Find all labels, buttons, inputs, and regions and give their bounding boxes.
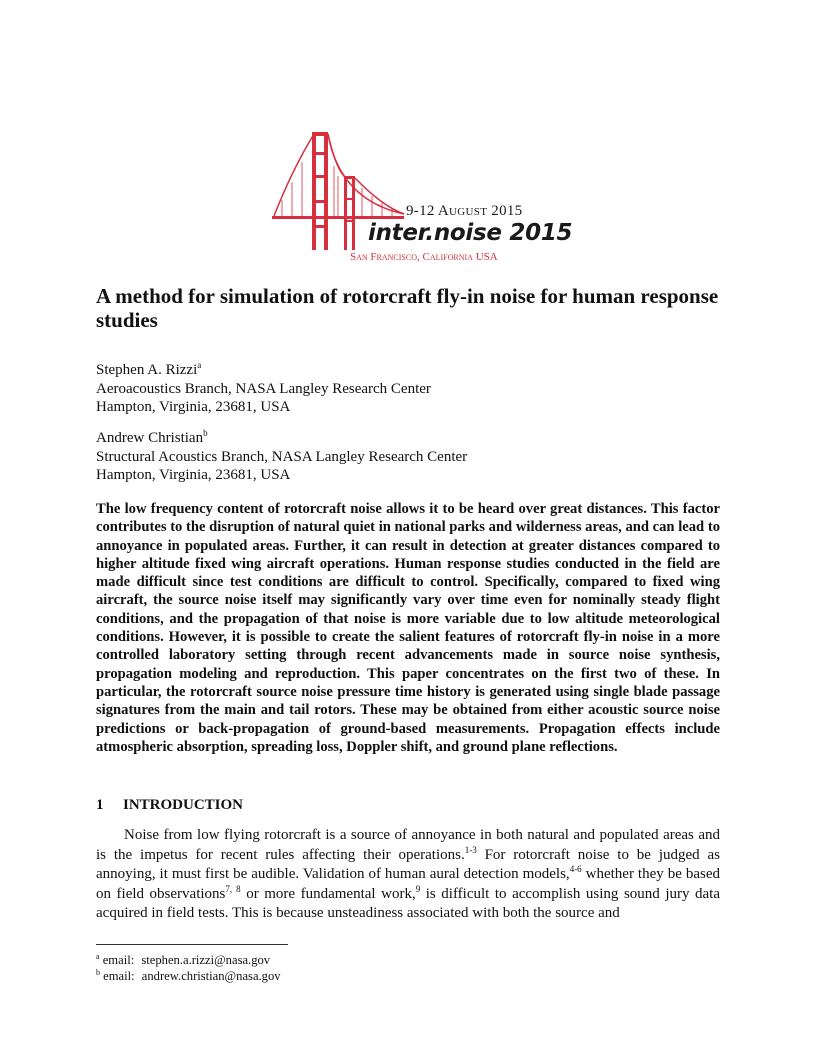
paper-title: A method for simulation of rotorcraft fly-in noise for human response studies [96,284,719,332]
author-name: Andrew Christian [96,430,204,446]
author-affiliation: Structural Acoustics Branch, NASA Langley Research Center [96,448,468,465]
citation-ref: 1-3 [464,844,477,855]
conference-logo [272,130,573,270]
intro-paragraph [96,826,720,924]
footnote-divider [96,944,288,945]
logo-name: inter.noise 2015 [368,220,573,246]
footnote-mark: b [96,967,100,977]
intro-text: For rotorcraft noise to be judged as annoying, it must first be audible. Validation of human aural detection models, [96,846,720,883]
footnote-mark: a [96,951,100,961]
intro-text: or more fundamental work, [240,885,416,902]
author-footnote-mark: a [197,360,202,370]
section-title: INTRODUCTION [123,797,244,813]
author-name: Stephen A. Rizzi [96,362,198,378]
section-number: 1 [96,797,104,813]
author-address: Hampton, Virginia, 23681, USA [96,467,291,483]
footnote-email[interactable]: andrew.christian@nasa.gov [141,969,281,983]
citation-ref: 4-6 [569,864,582,875]
logo-date: 9-12 August 2015 [406,203,523,219]
footnote-label: email: [103,969,135,983]
citation-ref: 9 [415,883,421,894]
intro-text: Noise from low flying rotorcraft is a source of annoyance in both natural and populated areas and is the impetus for recent rules affecting their operations. [96,827,720,863]
citation-ref: 7, 8 [225,883,241,894]
footnote-a [96,952,281,968]
intro-text: is difficult to accomplish using sound jury data acquired in field tests. This is because unsteadiness associated with both the source and [96,885,721,922]
intro-text: whether they be based on field observations [96,866,721,902]
footnote-email[interactable]: stephen.a.rizzi@nasa.gov [141,953,271,967]
footnote-label: email: [102,953,135,967]
golden-gate-bridge-icon [272,130,552,270]
author-block-2 [96,429,736,485]
abstract: The low frequency content of rotorcraft noise allows it to be heard over great distances. This factor contributes to the disruption of natural quiet in national parks and wilderness areas, and can lead to annoyance in populated areas. Further, it can result in detection at greater distances compared to higher altitude fixed wing aircraft operations. Human response studies conducted in the field are made difficult since test conditions are difficult to control. Specifically, compared to fixed wing aircraft, the source noise itself may significantly vary over time even for nominally steady flight conditions, and the propagation of that noise is more variable due to low altitude meteorological conditions. However, it is possible to create the salient features of rotorcraft fly-in noise in a more controlled laboratory setting through recent advancements made in source noise synthesis, propagation modeling and reproduction. This paper concentrates on the first two of these. In particular, the rotorcraft source noise pressure time history is generated using single blade passage signatures from the main and tail rotors. These may be obtained from either acoustic source noise predictions or back-propagation of ground-based measurements. Propagation effects include atmospheric absorption, spreading loss, Doppler shift, and ground plane reflections. [96,501,720,755]
footnotes [96,952,281,984]
logo-location: San Francisco, California USA [350,251,498,263]
footnote-b [96,968,281,984]
author-affiliation: Aeroacoustics Branch, NASA Langley Research Center [96,380,431,397]
author-footnote-mark: b [203,428,208,438]
section-heading [96,796,243,814]
author-block-1 [96,361,736,417]
author-address: Hampton, Virginia, 23681, USA [96,399,291,415]
